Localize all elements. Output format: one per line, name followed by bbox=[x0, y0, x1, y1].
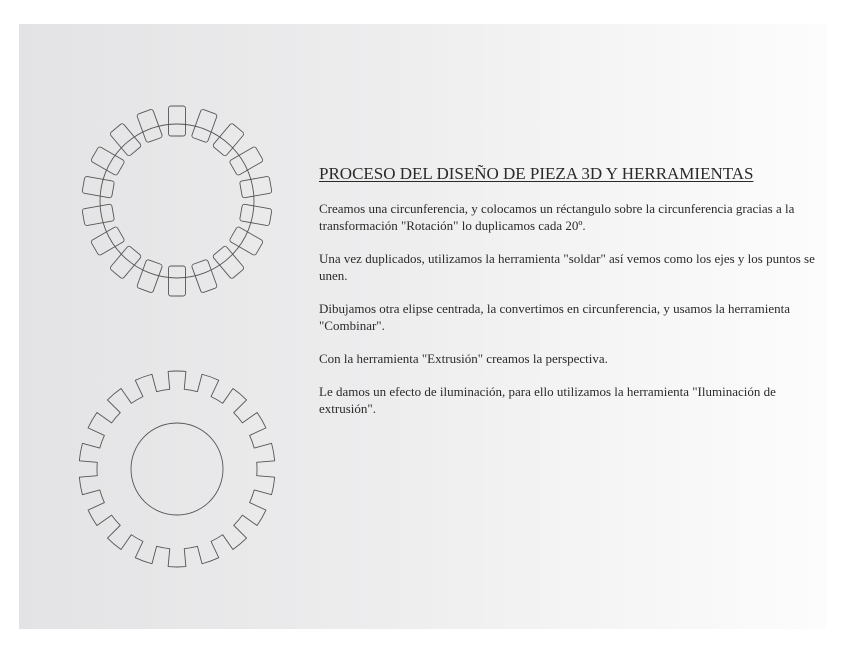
paragraph-combine: Dibujamos otra elipse centrada, la convertimos en circunferencia, y usamos la herramienta "Combinar". bbox=[319, 301, 791, 333]
description-block bbox=[319, 164, 819, 433]
ring-with-rectangles-figure bbox=[82, 106, 272, 296]
paragraph-weld: Una vez duplicados, utilizamos la herramienta "soldar" así vemos como los ejes y los puntos se unen. bbox=[319, 251, 815, 283]
rotated-rectangle bbox=[82, 176, 114, 198]
rotated-rectangle bbox=[212, 245, 244, 279]
base-circle bbox=[100, 124, 254, 278]
rotated-rectangle bbox=[169, 266, 186, 296]
rotated-rectangle bbox=[90, 226, 124, 256]
welded-gear-figure bbox=[79, 371, 274, 567]
inner-circle bbox=[131, 423, 223, 515]
paragraph-extrusion: Con la herramienta "Extrusión" creamos la perspectiva. bbox=[319, 351, 608, 366]
document-page bbox=[19, 24, 826, 629]
paragraph-lighting: Le damos un efecto de iluminación, para ello utilizamos la herramienta "Iluminación de extrusión". bbox=[319, 384, 776, 416]
rotated-rectangle bbox=[109, 245, 141, 279]
paragraph-rotation: Creamos una circunferencia, y colocamos un réctangulo sobre la circunferencia gracias a la transformación "Rotación" lo duplicamos cada 20º. bbox=[319, 201, 795, 233]
rotated-rectangle bbox=[229, 146, 263, 176]
rotated-rectangle bbox=[212, 123, 244, 157]
rotated-rectangle bbox=[82, 204, 114, 226]
rotated-rectangle bbox=[169, 106, 186, 136]
rotated-rectangle bbox=[137, 259, 163, 293]
rotated-rectangle bbox=[229, 226, 263, 256]
rotated-rectangle bbox=[109, 123, 141, 157]
rotated-rectangle bbox=[240, 176, 272, 198]
rotated-rectangle bbox=[191, 259, 217, 293]
rotated-rectangle bbox=[90, 146, 124, 176]
rotated-rectangle bbox=[240, 204, 272, 226]
rotated-rectangle bbox=[191, 109, 217, 143]
page-title: PROCESO DEL DISEÑO DE PIEZA 3D Y HERRAMIENTAS bbox=[319, 164, 754, 183]
gear-outline bbox=[79, 371, 274, 567]
rotated-rectangle bbox=[137, 109, 163, 143]
